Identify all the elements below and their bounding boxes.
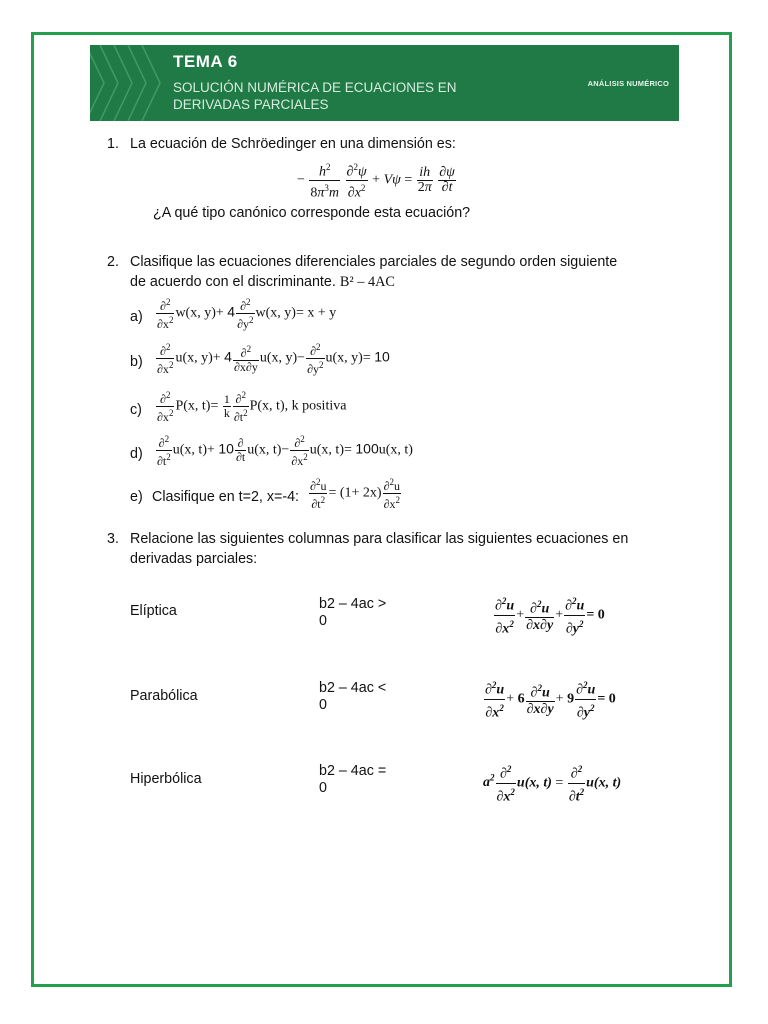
q2-item-c-label: c) xyxy=(130,402,142,418)
condition-hiperbolica: b2 – 4ac = 0 xyxy=(319,763,387,796)
type-parabolica: Parabólica xyxy=(130,688,198,704)
q1-text: La ecuación de Schröedinger en una dimensión es: xyxy=(130,136,456,152)
q2-item-d-label: d) xyxy=(130,446,143,462)
q2-number: 2. xyxy=(107,254,119,270)
q2-text-line2: de acuerdo con el discriminante. B² – 4AC xyxy=(130,274,395,290)
q2-equation-e: $\frac{\partial^2u}{\partial t^2}$ = (1+ 2x) $\frac{\partial^2u}{\partial x^2}$ xyxy=(310,477,400,511)
header-banner xyxy=(90,45,679,121)
q3-text-line1: Relacione las siguientes columnas para clasificar las siguientes ecuaciones en xyxy=(130,531,629,547)
q3-text-line2: derivadas parciales: xyxy=(130,551,258,567)
type-eliptica: Elíptica xyxy=(130,603,177,619)
header-course: ANÁLISIS NUMÉRICO xyxy=(587,79,669,88)
q2-item-a-label: a) xyxy=(130,309,143,325)
schrodinger-equation: − $\frac{h^2}{8\pi^3m}$ $\frac{\partial^2\psi}{\partial x^2}$ + Vψ = $\frac{ih}{2\pi}$ $\frac{\partial\psi}{\partial t}$ xyxy=(297,162,455,201)
q2-equation-c: $\frac{\partial^2}{\partial x^2}$ P(x, t)= $\frac{1}{k}$ $\frac{\partial^2}{\partial t^2}$ P(x, t), k positiva xyxy=(157,390,347,424)
q2-item-e-label: e) xyxy=(130,489,143,505)
condition-parabolica: b2 – 4ac < 0 xyxy=(319,680,387,713)
type-hiperbolica: Hiperbólica xyxy=(130,771,202,787)
q2-equation-a: $\frac{\partial^2}{\partial x^2}$ w(x, y)+ 4 $\frac{\partial^2}{\partial y^2}$ w(x, y)= x + y xyxy=(157,297,337,331)
q1-number: 1. xyxy=(107,136,119,152)
chevron-decoration-icon xyxy=(90,45,170,121)
q2-item-e-text: Clasifique en t=2, x=-4: xyxy=(152,489,300,505)
q3-number: 3. xyxy=(107,531,119,547)
q2-item-b-label: b) xyxy=(130,354,143,370)
condition-eliptica: b2 – 4ac > 0 xyxy=(319,596,387,629)
equation-row3: $a^2$ $\frac{\partial^2}{\partial x^2}$ u(x, t) = $\frac{\partial^2}{\partial t^2}$ u(x, t) xyxy=(483,761,621,805)
header-title: SOLUCIÓN NUMÉRICA DE ECUACIONES EN DERIVADAS PARCIALES xyxy=(173,80,457,112)
q2-equation-d: $\frac{\partial^2}{\partial t^2}$ u(x, t)+ 10 $\frac{\partial}{\partial t}$ u(x, t)− $\frac{\partial^2}{\partial x^2}$ u(x, t)= 100u(x, t) xyxy=(157,434,413,468)
header-tema: TEMA 6 xyxy=(173,52,238,71)
q2-equation-b: $\frac{\partial^2}{\partial x^2}$ u(x, y)+ 4 $\frac{\partial^2}{\partial x\partial y}$ u(x, y)− $\frac{\partial^2}{\partial y^2}$ u(x, y)= 10 xyxy=(157,342,390,376)
q1-question: ¿A qué tipo canónico corresponde esta ecuación? xyxy=(153,205,471,221)
equation-row1: $\frac{\partial^2u}{\partial x^2}$ + $\frac{\partial^2u}{\partial x\partial y}$ + $\frac{\partial^2u}{\partial y^2}$ = 0 xyxy=(493,593,605,637)
equation-row2: $\frac{\partial^2u}{\partial x^2}$ + 6 $\frac{\partial^2u}{\partial x\partial y}$ + 9 $\frac{\partial^2u}{\partial y^2}$ = 0 xyxy=(483,677,616,721)
q2-text-line1: Clasifique las ecuaciones diferenciales parciales de segundo orden siguiente xyxy=(130,254,618,270)
